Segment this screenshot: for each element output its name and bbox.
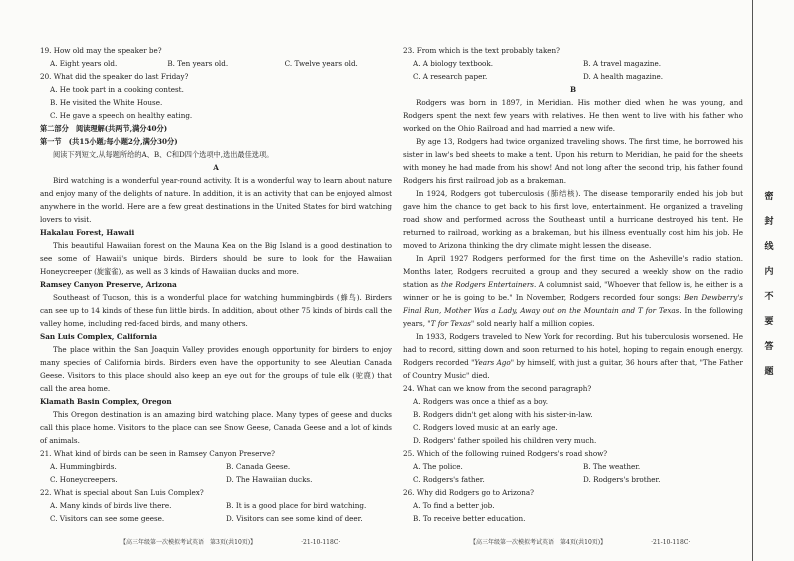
right-column xyxy=(403,44,743,525)
q22-options-row2 xyxy=(40,512,392,525)
passage-a-label: A xyxy=(213,163,219,172)
q21-option-d: D. The Hawaiian ducks. xyxy=(226,475,313,484)
passage-b-paragraph-2: By age 13, Rodgers had twice organized traveling shows. The first time, he borrowed his sister in law's bed sheets to make a tent. Upon his return to Meridian, he paid for the sheets with money he had made from his show! And not long after the second trip, his father found Rodgers his first railroad job as a brakeman. xyxy=(403,137,743,185)
p5-song-title: Years Ago xyxy=(474,358,511,367)
q19-option-a: A. Eight years old. xyxy=(50,59,118,68)
destination-paragraph-2: Southeast of Tucson, this is a wonderful place for watching hummingbirds (蜂鸟). Birders can see up to 14 kinds of these fun little birds. In addition, about other 75 kinds of birds call the valley home, including red-faced birds, and many others. xyxy=(40,293,392,328)
q25-stem: 25. Which of the following ruined Rodgers's road show? xyxy=(403,449,608,458)
q19-option-c: C. Twelve years old. xyxy=(284,59,358,68)
binding-char: 答 xyxy=(764,342,774,352)
p4-text-4: " sold nearly half a million copies. xyxy=(470,319,595,328)
p4-text-1: In April 1927 Rodgers performed for the first time on the Asheville's radio station. Months later, Rodgers recruited a group and they secured a weekly show on the radio station as xyxy=(403,254,743,289)
q21-options-row1 xyxy=(40,460,392,473)
q22-option-b: B. It is a good place for bird watching. xyxy=(226,501,367,510)
p4-song-list: Ben Dewberry's Final Run, Mother Was a Lady, Away out on the Mountain and T for Texas xyxy=(403,293,743,315)
passage-b-paragraph-4 xyxy=(403,252,743,330)
q25-option-d: D. Rodgers's brother. xyxy=(583,475,661,484)
part2-heading: 第二部分 阅读理解(共两节,满分40分) xyxy=(40,124,168,133)
binding-char: 要 xyxy=(764,317,774,327)
page-footer-right: 【高三年级第一次模拟考试英语 第4页(共10页)】 ·21-10-118C· xyxy=(470,539,691,546)
q25-option-a: A. The police. xyxy=(413,462,463,471)
left-column xyxy=(40,44,392,525)
passage-b-paragraph-3: In 1924, Rodgers got tuberculosis (肺结核). The disease temporarily ended his job but gave him the chance to get back to his first love, entertainment. He organized a traveling road show and performed across the Southeast until a hurricane destroyed his tent. He returned to railroad, working as a brakeman, but his illness eventually cost him his job. He moved to Arizona thinking the dry climate might lessen the disease. xyxy=(403,189,743,250)
q24-option-c: C. Rodgers loved music at an early age. xyxy=(413,423,558,432)
destination-heading-2: Ramsey Canyon Preserve, Arizona xyxy=(40,280,177,289)
q19-option-b: B. Ten years old. xyxy=(167,59,229,68)
destination-heading-4: Klamath Basin Complex, Oregon xyxy=(40,397,172,406)
p4-song-title: T for Texas xyxy=(430,319,471,328)
q22-option-a: A. Many kinds of birds live there. xyxy=(50,501,172,510)
destination-paragraph-4: This Oregon destination is an amazing bird watching place. Many types of geese and ducks call this place home. Visitors to the place can see Snow Geese, Canada Geese and a lot of kinds of animals. xyxy=(40,410,392,445)
q21-option-a: A. Hummingbirds. xyxy=(50,462,117,471)
q22-stem: 22. What is special about San Luis Complex? xyxy=(40,488,204,497)
p4-text-3: . In the following years, " xyxy=(403,306,743,328)
passage-a-intro: Bird watching is a wonderful year-round activity. It is a wonderful way to learn about nature and enjoy many of the delights of nature. In addition, it is an activity that can be enjoyed almost anywhere in the world. Here are a few great destinations in the United States for bird watching lovers to visit. xyxy=(40,176,392,224)
q23-stem: 23. From which is the text probably taken? xyxy=(403,46,561,55)
q22-option-c: C. Visitors can see some geese. xyxy=(50,514,165,523)
p4-band-name: the Rodgers Entertainers xyxy=(440,280,534,289)
binding-line xyxy=(752,0,753,561)
destination-paragraph-1: This beautiful Hawaiian forest on the Mauna Kea on the Big Island is a good destination to see some of Hawaii's unique birds. Birders should be sure to look for the Hawaiian Honeycreeper (旋蜜雀), as well as 3 kinds of Hawaiian ducks and more. xyxy=(40,241,392,276)
page-footer-left: 【高三年级第一次模拟考试英语 第3页(共10页)】 ·21-10-118C· xyxy=(120,539,341,546)
q26-option-b: B. To receive better education. xyxy=(413,514,526,523)
q22-options-row1 xyxy=(40,499,392,512)
q21-stem: 21. What kind of birds can be seen in Ramsey Canyon Preserve? xyxy=(40,449,275,458)
p5-text-2: " by himself, with just a guitar, 36 hours after that, "The Father of Country Music" died. xyxy=(403,358,743,380)
q25-option-b: B. The weather. xyxy=(583,462,641,471)
q23-option-d: D. A health magazine. xyxy=(583,72,664,81)
destination-heading-3: San Luis Complex, California xyxy=(40,332,157,341)
destination-paragraph-3: The place within the San Joaquin Valley provides enough opportunity for birders to enjoy many species of California birds. Birders even have the opportunity to see Aleutian Canada Geese. Visitors to this place should also keep an eye out for the groups of tule elk (驼鹿) that call the area home. xyxy=(40,345,392,393)
instruction: 阅读下列短文,从每题所给的A、B、C和D四个选项中,选出最佳选项。 xyxy=(52,150,274,159)
q23-option-b: B. A travel magazine. xyxy=(583,59,662,68)
q24-option-a: A. Rodgers was once a thief as a boy. xyxy=(413,397,549,406)
passage-b-label: B xyxy=(569,85,577,94)
p5-text-1: In 1933, Rodgers traveled to New York for recording. But his tuberculosis worsened. He had to record, sitting down and soon returned to his hotel, hoping to regain enough energy. Rodgers recorded " xyxy=(403,332,743,367)
p4-text-2: . A columnist said, "Whoever that fellow is, he either is a winner or he is going to be." In November, Rodgers recorded four songs: xyxy=(403,280,744,302)
destination-heading-1: Hakalau Forest, Hawaii xyxy=(40,228,135,237)
q24-option-b: B. Rodgers didn't get along with his sister-in-law. xyxy=(413,410,593,419)
binding-char: 内 xyxy=(764,267,774,277)
binding-char: 不 xyxy=(764,292,774,302)
binding-char: 密 xyxy=(764,192,774,202)
binding-char: 题 xyxy=(764,367,774,377)
q23-option-a: A. A biology textbook. xyxy=(413,59,494,68)
q20-stem: 20. What did the speaker do last Friday? xyxy=(40,72,189,81)
q26-option-a: A. To find a better job. xyxy=(413,501,495,510)
q24-option-d: D. Rodgers' father spoiled his children very much. xyxy=(413,436,597,445)
passage-b-paragraph-5 xyxy=(403,330,743,382)
q23-options-row2 xyxy=(403,70,743,83)
q19-options xyxy=(40,57,392,70)
q23-option-c: C. A research paper. xyxy=(413,72,488,81)
q22-option-d: D. Visitors can see some kind of deer. xyxy=(226,514,363,523)
q21-option-b: B. Canada Geese. xyxy=(226,462,291,471)
q21-options-row2 xyxy=(40,473,392,486)
q25-options-row2 xyxy=(403,473,743,486)
q21-option-c: C. Honeycreepers. xyxy=(50,475,118,484)
binding-notice xyxy=(762,185,776,385)
q19-stem: 19. How old may the speaker be? xyxy=(40,46,162,55)
q20-option-b: B. He visited the White House. xyxy=(50,98,163,107)
section1-heading: 第一节 (共15小题;每小题2分,满分30分) xyxy=(40,137,178,146)
q24-stem: 24. What can we know from the second paragraph? xyxy=(403,384,592,393)
binding-char: 封 xyxy=(764,217,774,227)
q26-stem: 26. Why did Rodgers go to Arizona? xyxy=(403,488,534,497)
q25-option-c: C. Rodgers's father. xyxy=(413,475,485,484)
q25-options-row1 xyxy=(403,460,743,473)
q20-option-c: C. He gave a speech on healthy eating. xyxy=(50,111,193,120)
binding-char: 线 xyxy=(764,242,774,252)
passage-b-paragraph-1: Rodgers was born in 1897, in Meridian. His mother died when he was young, and Rodgers spent the next few years with relatives. He then went to live with his father who worked on the Ohio Railroad and had married a new wife. xyxy=(403,98,743,133)
q23-options-row1 xyxy=(403,57,743,70)
q20-option-a: A. He took part in a cooking contest. xyxy=(50,85,184,94)
